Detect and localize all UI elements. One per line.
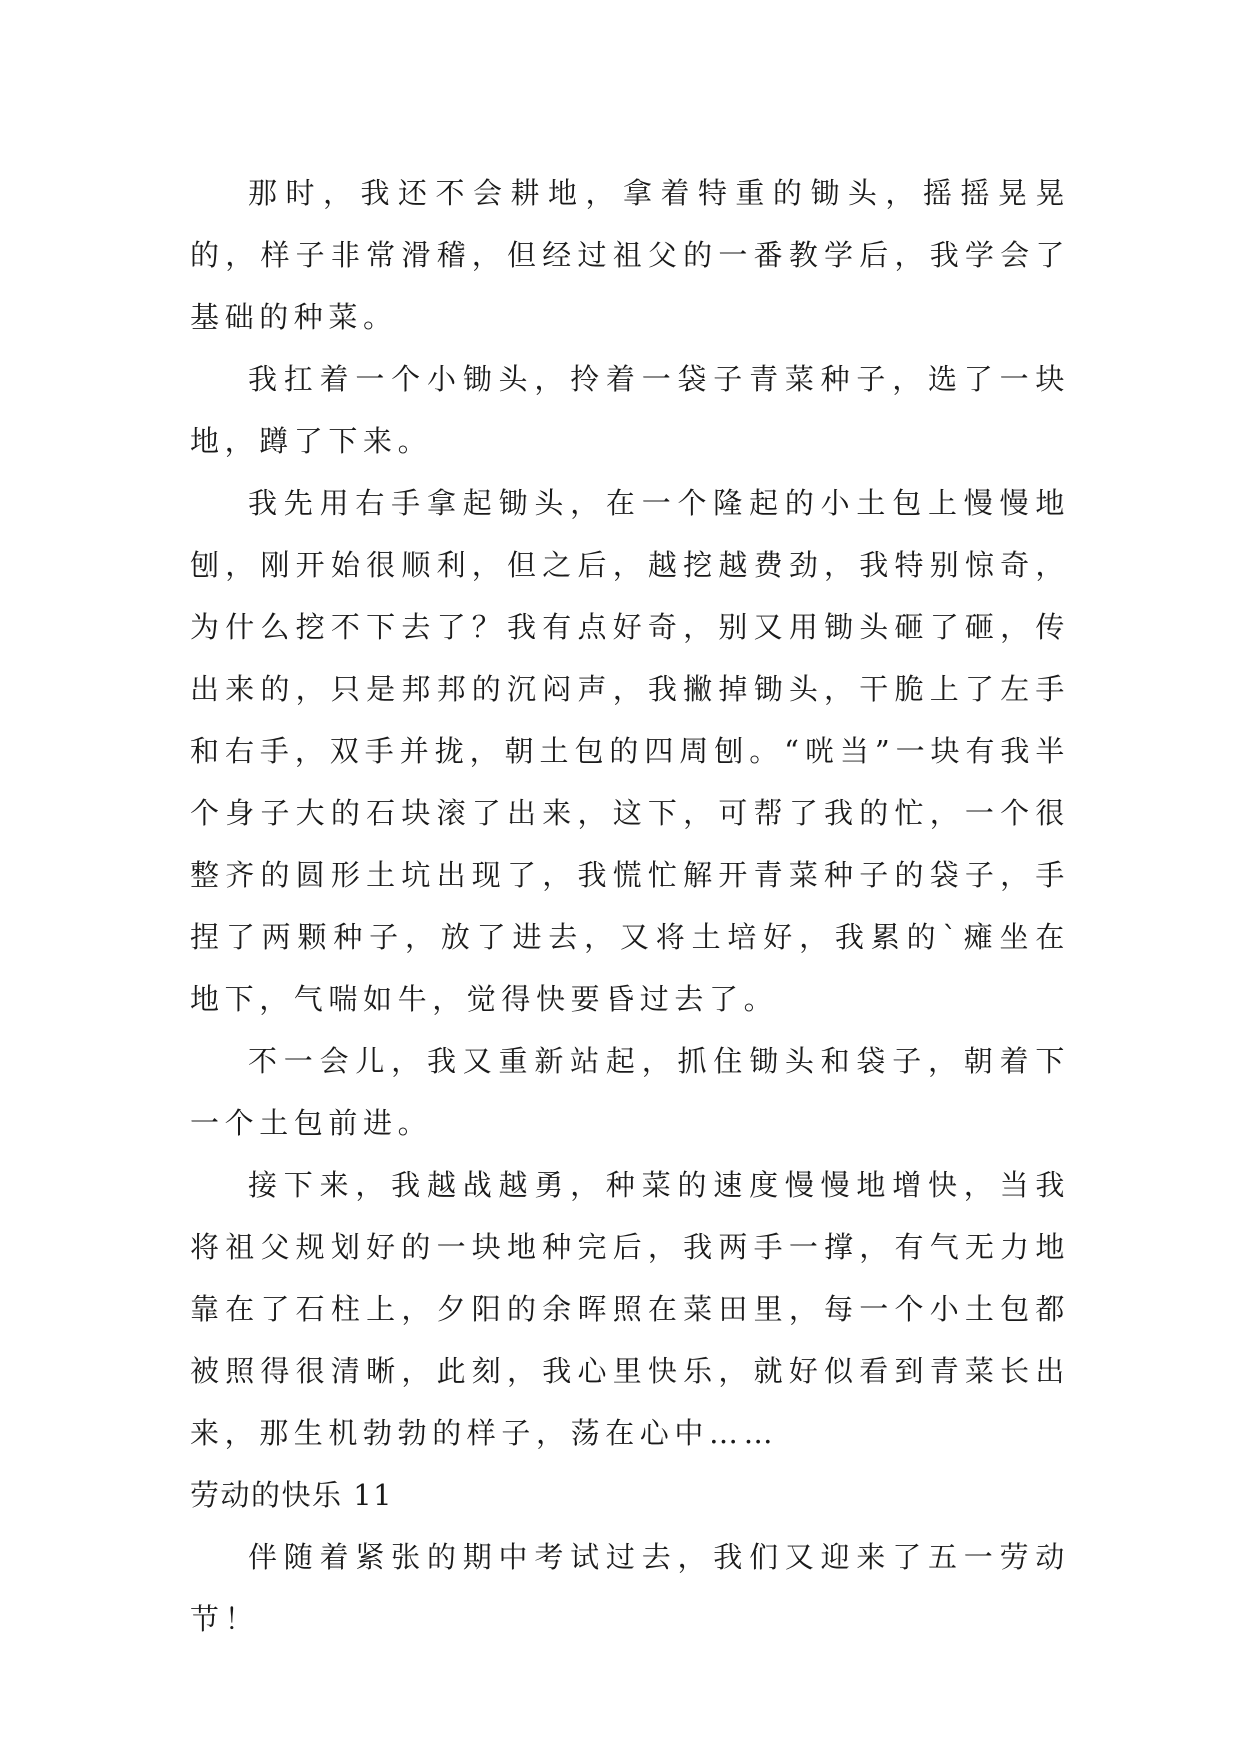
section-title: 劳动的快乐 11 [190, 1478, 394, 1512]
paragraph-next-mound: 不一会儿，我又重新站起，抓住锄头和袋子，朝着下一个土包前进。 [190, 1044, 1070, 1140]
paragraph-carry-hoe: 我扛着一个小锄头，拎着一袋子青菜种子，选了一块地，蹲了下来。 [190, 362, 1070, 458]
paragraph-plowing: 那时，我还不会耕地，拿着特重的锄头，摇摇晃晃的，样子非常滑稽，但经过祖父的一番教学后，我学会了基础的种菜。 [190, 176, 1070, 334]
document-body [190, 162, 1070, 1650]
paragraph-digging: 我先用右手拿起锄头，在一个隆起的小土包上慢慢地刨，刚开始很顺利，但之后，越挖越费劲，我特别惊奇，为什么挖不下去了？我有点好奇，别又用锄头砸了砸，传出来的，只是邦邦的沉闷声，我撇掉锄头，干脆上了左手和右手，双手并拢，朝土包的四周刨。“咣当”一块有我半个身子大的石块滚了出来，这下，可帮了我的忙，一个很整齐的圆形土坑出现了，我慌忙解开青菜种子的袋子，手捏了两颗种子，放了进去，又将土培好，我累的`瘫坐在地下，气喘如牛，觉得快要昏过去了。 [190, 486, 1070, 1016]
paragraph-labor-day: 伴随着紧张的期中考试过去，我们又迎来了五一劳动节！ [190, 1540, 1070, 1636]
paragraph-sunset: 接下来，我越战越勇，种菜的速度慢慢地增快，当我将祖父规划好的一块地种完后，我两手一撑，有气无力地靠在了石柱上，夕阳的余晖照在菜田里，每一个小土包都被照得很清晰，此刻，我心里快乐，就好似看到青菜长出来，那生机勃勃的样子，荡在心中…… [190, 1168, 1070, 1450]
